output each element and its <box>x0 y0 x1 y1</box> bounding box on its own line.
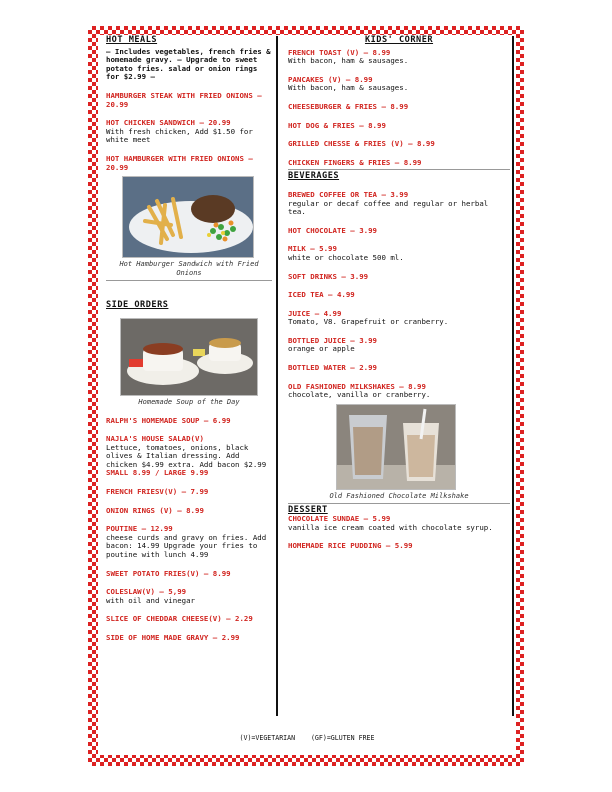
left-column <box>106 36 272 643</box>
menu-item-desc: Tomato, V8. Grapefruit or cranberry. <box>288 317 449 327</box>
menu-item: OLD FASHIONED MILKSHAKES – 8.99 <box>288 381 426 391</box>
menu-item-desc: regular or decaf coffee and regular or herbal tea. <box>288 198 489 217</box>
menu-item: ONION RINGS (V) – 8.99 <box>106 505 204 515</box>
side-orders-heading: SIDE ORDERS <box>106 300 169 311</box>
milkshake-caption: Old Fashioned Chocolate Milkshake <box>329 491 469 500</box>
menu-item: HOT HAMBURGER WITH FRIED ONIONS – 20.99 <box>106 153 253 172</box>
beverages-heading: BEVERAGES <box>288 171 340 182</box>
menu-item: PANCAKES (V) – 8.99 <box>288 74 373 84</box>
menu-item: RALPH'S HOMEMADE SOUP – 6.99 <box>106 415 231 425</box>
hot-hamburger-photo <box>122 176 254 258</box>
section-rule <box>288 503 510 504</box>
menu-item-size-price: SMALL 8.99 / LARGE 9.99 <box>106 468 209 478</box>
milkshake-photo <box>336 404 456 490</box>
menu-item: FRENCH FRIESV(V) – 7.99 <box>106 487 209 497</box>
menu-item-desc: with oil and vinegar <box>106 595 195 605</box>
menu-item-desc: With fresh chicken, Add $1.50 for white meet <box>106 126 253 145</box>
right-edge-rule <box>512 36 514 716</box>
hot-meals-heading: HOT MEALS <box>106 35 158 45</box>
menu-item: HAMBURGER STEAK WITH FRIED ONIONS – 20.99 <box>106 90 262 109</box>
menu-item: SLICE OF CHEDDAR CHEESE(V) – 2.29 <box>106 614 253 624</box>
dessert-heading: DESSERT <box>288 505 328 516</box>
menu-item-desc: orange or apple <box>288 344 355 354</box>
menu-item: HOMEMADE RICE PUDDING – 5.99 <box>288 541 413 551</box>
menu-item-desc: white or chocolate 500 ml. <box>288 252 404 262</box>
menu-item-desc: Lettuce, tomatoes, onions, black olives & Italian dressing. Add chicken $4.99 extra. Add bacon $2.99 <box>106 442 267 469</box>
soup-photo <box>120 318 258 396</box>
menu-item: CHICKEN FINGERS & FRIES – 8.99 <box>288 157 422 167</box>
menu-item: HOT CHOCOLATE – 3.99 <box>288 225 377 235</box>
menu-item: NAJLA'S HOUSE SALAD(V) <box>106 434 204 444</box>
menu-item: BOTTLED WATER – 2.99 <box>288 363 377 373</box>
menu-item: GRILLED CHESSE & FRIES (V) – 8.99 <box>288 139 435 149</box>
menu-item: MILK – 5.99 <box>288 244 337 254</box>
menu-item: SIDE OF HOME MADE GRAVY – 2.99 <box>106 633 240 642</box>
menu-item-desc: vanilla ice cream coated with chocolate syrup. <box>288 522 493 532</box>
hot-meals-intro: – Includes vegetables, french fries & homemade gravy. – Upgrade to sweet potato fries. salad or onion rings for $2.99 – <box>106 46 271 82</box>
menu-item: BREWED COFFEE OR TEA – 3.99 <box>288 189 409 199</box>
menu-item: SOFT DRINKS – 3.99 <box>288 271 369 281</box>
soup-caption: Homemade Soup of the Day <box>138 397 240 406</box>
menu-item: FRENCH TOAST (V) – 8.99 <box>288 47 391 57</box>
menu-item: BOTTLED JUICE – 3.99 <box>288 335 377 345</box>
dietary-legend: (V)=VEGETARIAN (GF)=GLUTEN FREE <box>239 734 375 742</box>
right-column <box>288 36 510 551</box>
menu-item: ICED TEA – 4.99 <box>288 290 355 300</box>
menu-item: POUTINE – 12.99 <box>106 524 173 534</box>
menu-item: SWEET POTATO FRIES(V) – 8.99 <box>106 568 231 578</box>
menu-item-desc: cheese curds and gravy on fries. Add bacon: 14.99 Upgrade your fries to poutine with lunch 4.99 <box>106 532 267 560</box>
menu-item-desc: With bacon, ham & sausages. <box>288 56 409 66</box>
menu-item: JUICE – 4.99 <box>288 308 342 318</box>
hot-hamburger-caption: Hot Hamburger Sandwich with Fried Onions <box>119 260 259 277</box>
menu-item: HOT CHICKEN SANDWICH – 20.99 <box>106 118 231 128</box>
column-divider <box>276 36 278 716</box>
menu-item: CHEESEBURGER & FRIES – 8.99 <box>288 101 409 111</box>
kids-corner-heading: KIDS' CORNER <box>364 35 434 45</box>
menu-item: HOT DOG & FRIES – 8.99 <box>288 120 386 130</box>
menu-item: COLESLAW(V) – 5,99 <box>106 587 187 597</box>
menu-item-desc: With bacon, ham & sausages. <box>288 83 409 93</box>
menu-item: CHOCOLATE SUNDAE – 5.99 <box>288 514 391 524</box>
menu-item-desc: chocolate, vanilla or cranberry. <box>288 390 431 400</box>
section-rule <box>288 169 510 170</box>
